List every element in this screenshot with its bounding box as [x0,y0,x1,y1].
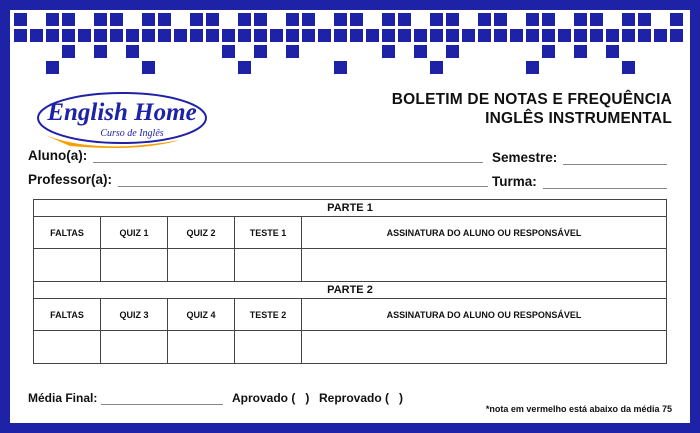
pattern-square [638,29,651,42]
pattern-square [190,29,203,42]
semestre-label: Semestre: [492,150,558,165]
pattern-square [30,29,43,42]
pattern-square [142,29,155,42]
column-header: FALTAS [34,299,101,331]
pattern-square [622,29,635,42]
pattern-square [542,13,555,26]
pattern-square [302,13,315,26]
aluno-field[interactable] [28,148,483,163]
column-header: QUIZ 3 [101,299,168,331]
pattern-square [542,29,555,42]
pattern-square [238,13,251,26]
pattern-square [382,29,395,42]
professor-line[interactable] [118,174,488,187]
pattern-square [238,61,251,74]
pattern-square [430,61,443,74]
pattern-square [110,29,123,42]
faltas-cell[interactable] [34,331,101,364]
pattern-square [398,13,411,26]
quiz-3-cell[interactable] [101,331,168,364]
pattern-square [606,45,619,58]
pattern-square [254,45,267,58]
part-2-entry-row[interactable] [34,331,667,364]
part-1-title: PARTE 1 [34,200,667,217]
faltas-cell[interactable] [34,249,101,282]
quiz-4-cell[interactable] [168,331,235,364]
pattern-square [110,13,123,26]
pattern-square [206,13,219,26]
logo-brand-text: English Home [47,99,197,126]
aprovado-option[interactable] [232,391,309,405]
pattern-square [254,13,267,26]
page-title [392,90,672,128]
pattern-square [126,29,139,42]
pattern-square [334,13,347,26]
pattern-square [430,29,443,42]
pattern-square [142,61,155,74]
pattern-square [62,29,75,42]
pattern-square [414,29,427,42]
pattern-square [286,45,299,58]
pattern-square [94,45,107,58]
pattern-square [622,13,635,26]
pattern-square [446,13,459,26]
media-final-field[interactable] [28,391,223,405]
pattern-square [334,29,347,42]
professor-label: Professor(a): [28,172,113,187]
pattern-square [366,29,379,42]
pattern-square [654,29,667,42]
title-line-2: INGLÊS INSTRUMENTAL [485,110,672,127]
pattern-square [270,29,283,42]
quiz-1-cell[interactable] [101,249,168,282]
pattern-square [670,29,683,42]
column-header: ASSINATURA DO ALUNO OU RESPONSÁVEL [302,217,667,249]
semestre-field[interactable] [492,150,667,165]
part-2-title: PARTE 2 [34,282,667,299]
signature-cell[interactable] [302,331,667,364]
pattern-square [446,45,459,58]
pattern-square [526,13,539,26]
english-home-logo [30,86,220,156]
semestre-line[interactable] [563,152,667,165]
pattern-square [446,29,459,42]
pattern-square [158,13,171,26]
pattern-square [462,29,475,42]
pattern-square [286,29,299,42]
pattern-square [78,29,91,42]
professor-field[interactable] [28,172,488,187]
pattern-square [94,13,107,26]
logo-tagline-text: Curso de Inglês [100,128,164,139]
pattern-square [286,13,299,26]
grades-table [33,199,667,364]
pattern-square [350,13,363,26]
report-card [10,10,690,423]
pattern-square [574,29,587,42]
reprovado-option[interactable] [319,391,403,405]
pattern-square [142,13,155,26]
pattern-square [62,45,75,58]
pattern-square [382,45,395,58]
signature-cell[interactable] [302,249,667,282]
pattern-square [14,13,27,26]
turma-line[interactable] [543,176,667,189]
pattern-square [318,29,331,42]
aprovado-label[interactable]: Aprovado ( ) [232,391,310,405]
pattern-square [542,45,555,58]
column-header: FALTAS [34,217,101,249]
pattern-square [670,13,683,26]
quiz-2-cell[interactable] [168,249,235,282]
media-final-label: Média Final: [28,391,98,405]
pattern-square [158,29,171,42]
pattern-square [14,29,27,42]
footnote: *nota em vermelho está abaixo da média 75 [485,404,672,414]
pattern-square [510,29,523,42]
pattern-square [302,29,315,42]
pattern-square [254,29,267,42]
pattern-square [574,13,587,26]
pattern-square [398,29,411,42]
teste-2-cell[interactable] [235,331,302,364]
aluno-line[interactable] [93,150,483,163]
pattern-square [222,29,235,42]
pattern-square [174,29,187,42]
pattern-square [526,61,539,74]
pattern-square [494,13,507,26]
pattern-square [606,29,619,42]
title-line-1: BOLETIM DE NOTAS E FREQUÊNCIA [391,91,672,108]
reprovado-label[interactable]: Reprovado ( ) [319,391,404,405]
part-2-header-row [34,299,667,331]
pattern-square [94,29,107,42]
pattern-square [638,13,651,26]
pattern-square [190,13,203,26]
pattern-square [574,45,587,58]
column-header: TESTE 1 [235,217,302,249]
pattern-square [334,61,347,74]
turma-label: Turma: [492,174,537,189]
column-header: TESTE 2 [235,299,302,331]
pattern-square [590,13,603,26]
pattern-square [126,45,139,58]
column-header: ASSINATURA DO ALUNO OU RESPONSÁVEL [302,299,667,331]
pattern-square [46,29,59,42]
part-1-entry-row[interactable] [34,249,667,282]
pattern-square [478,13,491,26]
turma-field[interactable] [492,174,667,189]
pattern-square [62,13,75,26]
pattern-square [526,29,539,42]
part-2-title-row [34,282,667,299]
column-header: QUIZ 2 [168,217,235,249]
part-1-title-row [34,200,667,217]
column-header: QUIZ 4 [168,299,235,331]
pattern-square [350,29,363,42]
pattern-square [622,61,635,74]
pattern-square [494,29,507,42]
column-header: QUIZ 1 [101,217,168,249]
aluno-label: Aluno(a): [28,148,88,163]
pattern-square [222,45,235,58]
pattern-square [414,45,427,58]
pattern-square [382,13,395,26]
part-1-header-row [34,217,667,249]
pattern-square [590,29,603,42]
pattern-square [430,13,443,26]
pattern-square [238,29,251,42]
pattern-square [478,29,491,42]
header-pattern [10,10,690,80]
pattern-square [46,61,59,74]
teste-1-cell[interactable] [235,249,302,282]
pattern-square [46,13,59,26]
pattern-square [206,29,219,42]
pattern-square [558,29,571,42]
media-final-line[interactable] [101,394,223,405]
